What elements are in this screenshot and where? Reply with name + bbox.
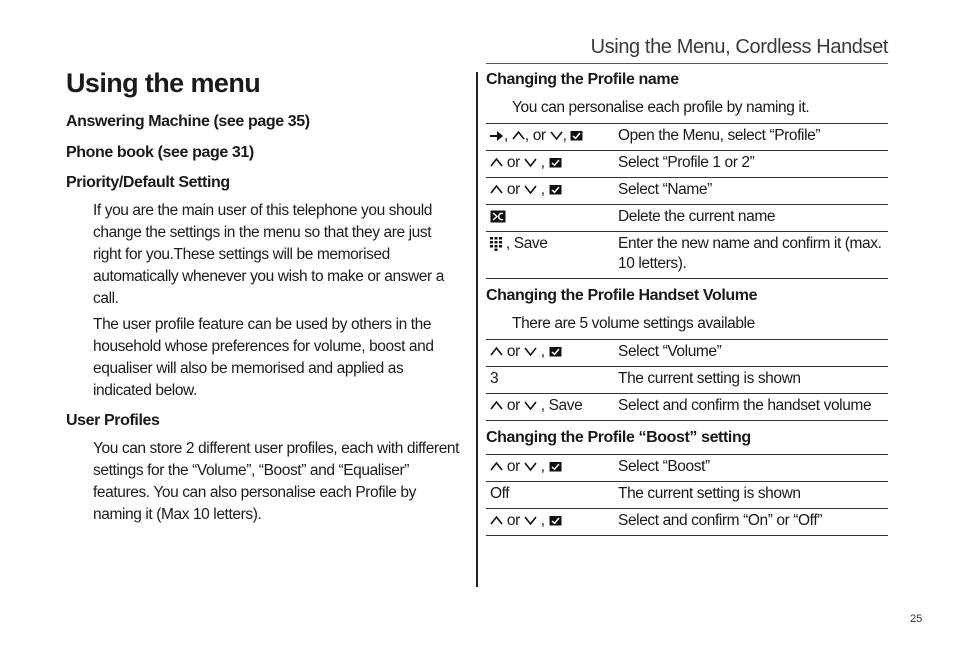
action-cell: Delete the current name <box>618 205 888 232</box>
table-row <box>486 151 888 178</box>
up-arrow-icon <box>490 515 503 526</box>
action-cell: Open the Menu, select “Profile” <box>618 124 888 151</box>
right-column <box>486 70 888 536</box>
key-cell: , Save <box>486 232 618 279</box>
key-cell: or , <box>486 455 618 482</box>
ok-check-icon <box>549 461 562 472</box>
action-cell: The current setting is shown <box>618 367 888 394</box>
ok-check-icon <box>549 157 562 168</box>
down-arrow-icon <box>524 515 537 526</box>
table-row <box>486 455 888 482</box>
action-cell: Select “Profile 1 or 2” <box>618 151 888 178</box>
profile-boost-steps <box>486 454 888 536</box>
table-row <box>486 340 888 367</box>
action-cell: Enter the new name and confirm it (max. 10 letters). <box>618 232 888 279</box>
heading-user-profiles: User Profiles <box>66 412 160 429</box>
heading-answering-machine: Answering Machine (see page 35) <box>66 113 310 130</box>
down-arrow-icon <box>524 184 537 195</box>
keypad-icon <box>490 237 502 251</box>
clear-key-icon <box>490 210 506 223</box>
action-cell: Select “Volume” <box>618 340 888 367</box>
table-row <box>486 367 888 394</box>
ok-check-icon <box>549 184 562 195</box>
table-row <box>486 394 888 421</box>
up-arrow-icon <box>490 157 503 168</box>
profile-volume-intro: There are 5 volume settings available <box>512 315 755 332</box>
table-row <box>486 482 888 509</box>
page-title: Using the menu <box>66 68 261 98</box>
profile-name-intro: You can personalise each profile by naming it. <box>512 99 810 116</box>
up-arrow-icon <box>490 400 503 411</box>
column-divider <box>476 72 478 587</box>
up-arrow-icon <box>490 184 503 195</box>
down-arrow-icon <box>524 346 537 357</box>
up-arrow-icon <box>490 346 503 357</box>
key-cell: or , Save <box>486 394 618 421</box>
heading-profile-boost: Changing the Profile “Boost” setting <box>486 429 751 446</box>
down-arrow-icon <box>524 157 537 168</box>
up-arrow-icon <box>512 130 525 141</box>
key-cell: or , <box>486 151 618 178</box>
left-column <box>66 68 461 526</box>
ok-check-icon <box>549 346 562 357</box>
table-row <box>486 232 888 279</box>
key-cell: 3 <box>486 367 618 394</box>
running-header-title: Using the Menu, Cordless Handset <box>590 36 888 58</box>
key-cell: Off <box>486 482 618 509</box>
key-cell: or , <box>486 509 618 536</box>
key-cell: , , or , <box>486 124 618 151</box>
heading-profile-volume: Changing the Profile Handset Volume <box>486 287 758 304</box>
table-row <box>486 178 888 205</box>
running-header <box>486 36 888 64</box>
ok-check-icon <box>549 515 562 526</box>
priority-paragraph-1: If you are the main user of this telephone you should change the settings in the menu so that they are just right for you.These settings will be memorised automatically whenever you wish to make or answer a call. <box>93 202 444 307</box>
heading-priority-default: Priority/Default Setting <box>66 174 230 191</box>
table-row <box>486 205 888 232</box>
action-cell: Select and confirm the handset volume <box>618 394 888 421</box>
down-arrow-icon <box>524 461 537 472</box>
profile-volume-steps <box>486 339 888 421</box>
action-cell: Select and confirm “On” or “Off” <box>618 509 888 536</box>
up-arrow-icon <box>490 461 503 472</box>
key-cell: or , <box>486 178 618 205</box>
user-profiles-paragraph: You can store 2 different user profiles, each with different settings for the “Volume”, “Boost” and “Equaliser” features. You can also personalise each Profile by naming it (Max 10 letters). <box>93 440 460 523</box>
table-row <box>486 124 888 151</box>
down-arrow-icon <box>550 130 563 141</box>
key-cell: or , <box>486 340 618 367</box>
action-cell: Select “Name” <box>618 178 888 205</box>
heading-phone-book: Phone book (see page 31) <box>66 144 254 161</box>
action-cell: The current setting is shown <box>618 482 888 509</box>
menu-arrow-icon <box>490 130 504 142</box>
profile-name-steps <box>486 123 888 279</box>
priority-paragraph-2: The user profile feature can be used by others in the household whose preferences for volume, boost and equaliser will also be memorised and applied as indicated below. <box>93 316 434 399</box>
key-cell <box>486 205 618 232</box>
table-row <box>486 509 888 536</box>
down-arrow-icon <box>524 400 537 411</box>
heading-profile-name: Changing the Profile name <box>486 71 679 88</box>
ok-check-icon <box>570 130 583 141</box>
action-cell: Select “Boost” <box>618 455 888 482</box>
page-number: 25 <box>910 613 923 625</box>
